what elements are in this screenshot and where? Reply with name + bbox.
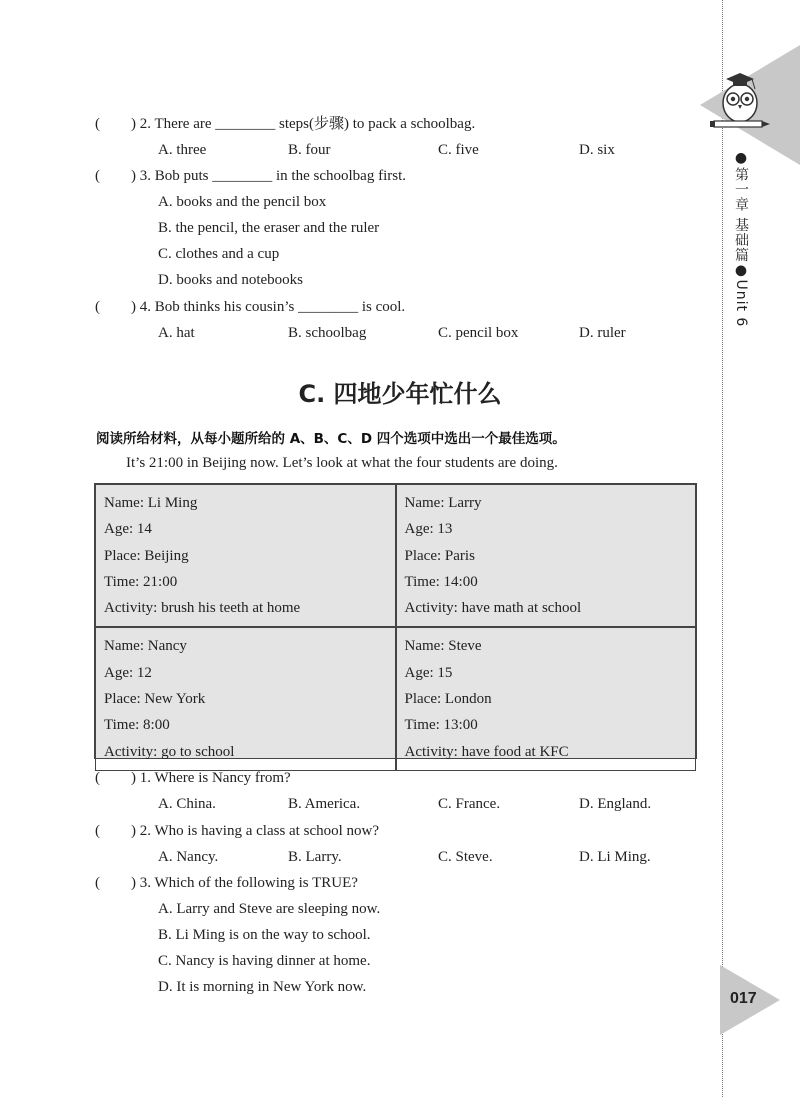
answer-paren[interactable]: (: [95, 770, 100, 786]
owl-mascot-icon: [700, 45, 800, 165]
card-time: Time: 13:00: [404, 717, 478, 734]
option-b[interactable]: B. four: [288, 142, 331, 158]
option-d[interactable]: D. England.: [579, 796, 652, 812]
card-age: Age: 15: [404, 664, 453, 681]
option-a[interactable]: A. books and the pencil box: [158, 194, 327, 210]
question-text: ) 1. Where is Nancy from?: [131, 770, 291, 786]
card-place: Place: London: [404, 691, 492, 708]
card-time: Time: 8:00: [104, 717, 170, 734]
card-name: Name: Steve: [404, 638, 482, 655]
option-a[interactable]: A. Larry and Steve are sleeping now.: [158, 901, 381, 917]
answer-paren[interactable]: (: [95, 875, 100, 891]
option-c[interactable]: C. pencil box: [438, 325, 519, 341]
question-text: ) 3. Which of the following is TRUE?: [131, 875, 358, 891]
instruction-text: 阅读所给材料，从每小题所给的 A、B、C、D 四个选项中选出一个最佳选项。: [96, 431, 566, 447]
option-b[interactable]: B. schoolbag: [288, 325, 367, 341]
option-d[interactable]: D. It is morning in New York now.: [158, 979, 367, 995]
card-age: Age: 12: [104, 664, 152, 681]
option-d[interactable]: D. six: [579, 142, 615, 158]
option-a[interactable]: A. three: [158, 142, 207, 158]
answer-paren[interactable]: (: [95, 168, 100, 184]
student-card-steve: [396, 627, 697, 770]
option-a[interactable]: A. Nancy.: [158, 849, 219, 865]
card-place: Place: Beijing: [104, 547, 189, 564]
card-age: Age: 13: [404, 521, 453, 538]
card-activity: Activity: have food at KFC: [404, 743, 569, 760]
option-b[interactable]: B. the pencil, the eraser and the ruler: [158, 220, 380, 236]
option-b[interactable]: B. America.: [288, 796, 361, 812]
student-card-li-ming: [95, 484, 396, 627]
option-d[interactable]: D. books and notebooks: [158, 272, 303, 288]
option-c[interactable]: C. Steve.: [438, 849, 493, 865]
option-d[interactable]: D. Li Ming.: [579, 849, 651, 865]
card-place: Place: New York: [104, 691, 206, 708]
card-place: Place: Paris: [404, 547, 475, 564]
answer-paren[interactable]: (: [95, 116, 100, 132]
option-a[interactable]: A. hat: [158, 325, 195, 341]
question-text: ) 4. Bob thinks his cousin’s ________ is cool.: [131, 299, 406, 315]
question-text: ) 2. There are ________ steps(步骤) to pack a schoolbag.: [131, 116, 476, 132]
section-title: C. 四地少年忙什么: [298, 380, 502, 408]
option-b[interactable]: B. Li Ming is on the way to school.: [158, 927, 371, 943]
option-c[interactable]: C. five: [438, 142, 479, 158]
card-name: Name: Nancy: [104, 638, 187, 655]
card-activity: Activity: brush his teeth at home: [104, 600, 301, 617]
answer-paren[interactable]: (: [95, 823, 100, 839]
option-c[interactable]: C. clothes and a cup: [158, 246, 280, 262]
student-card-nancy: [95, 627, 396, 770]
card-name: Name: Larry: [404, 495, 482, 511]
option-c[interactable]: C. Nancy is having dinner at home.: [158, 953, 371, 969]
card-activity: Activity: have math at school: [404, 600, 582, 617]
student-card-larry: [396, 484, 697, 627]
card-activity: Activity: go to school: [104, 743, 235, 760]
option-b[interactable]: B. Larry.: [288, 849, 342, 865]
card-time: Time: 14:00: [404, 573, 478, 590]
option-c[interactable]: C. France.: [438, 796, 501, 812]
question-text: ) 2. Who is having a class at school now?: [131, 823, 380, 839]
option-d[interactable]: D. ruler: [579, 325, 626, 341]
student-info-table: [94, 483, 697, 759]
chapter-side-title: ●第一章 基础篇●Unit 6: [733, 150, 749, 328]
page-number: 017: [730, 990, 757, 1007]
card-time: Time: 21:00: [104, 573, 178, 590]
intro-text: It’s 21:00 in Beijing now. Let’s look at what the four students are doing.: [126, 455, 558, 471]
card-age: Age: 14: [104, 521, 152, 538]
answer-paren[interactable]: (: [95, 299, 100, 315]
question-text: ) 3. Bob puts ________ in the schoolbag first.: [131, 168, 406, 184]
option-a[interactable]: A. China.: [158, 796, 216, 812]
card-name: Name: Li Ming: [104, 495, 198, 511]
